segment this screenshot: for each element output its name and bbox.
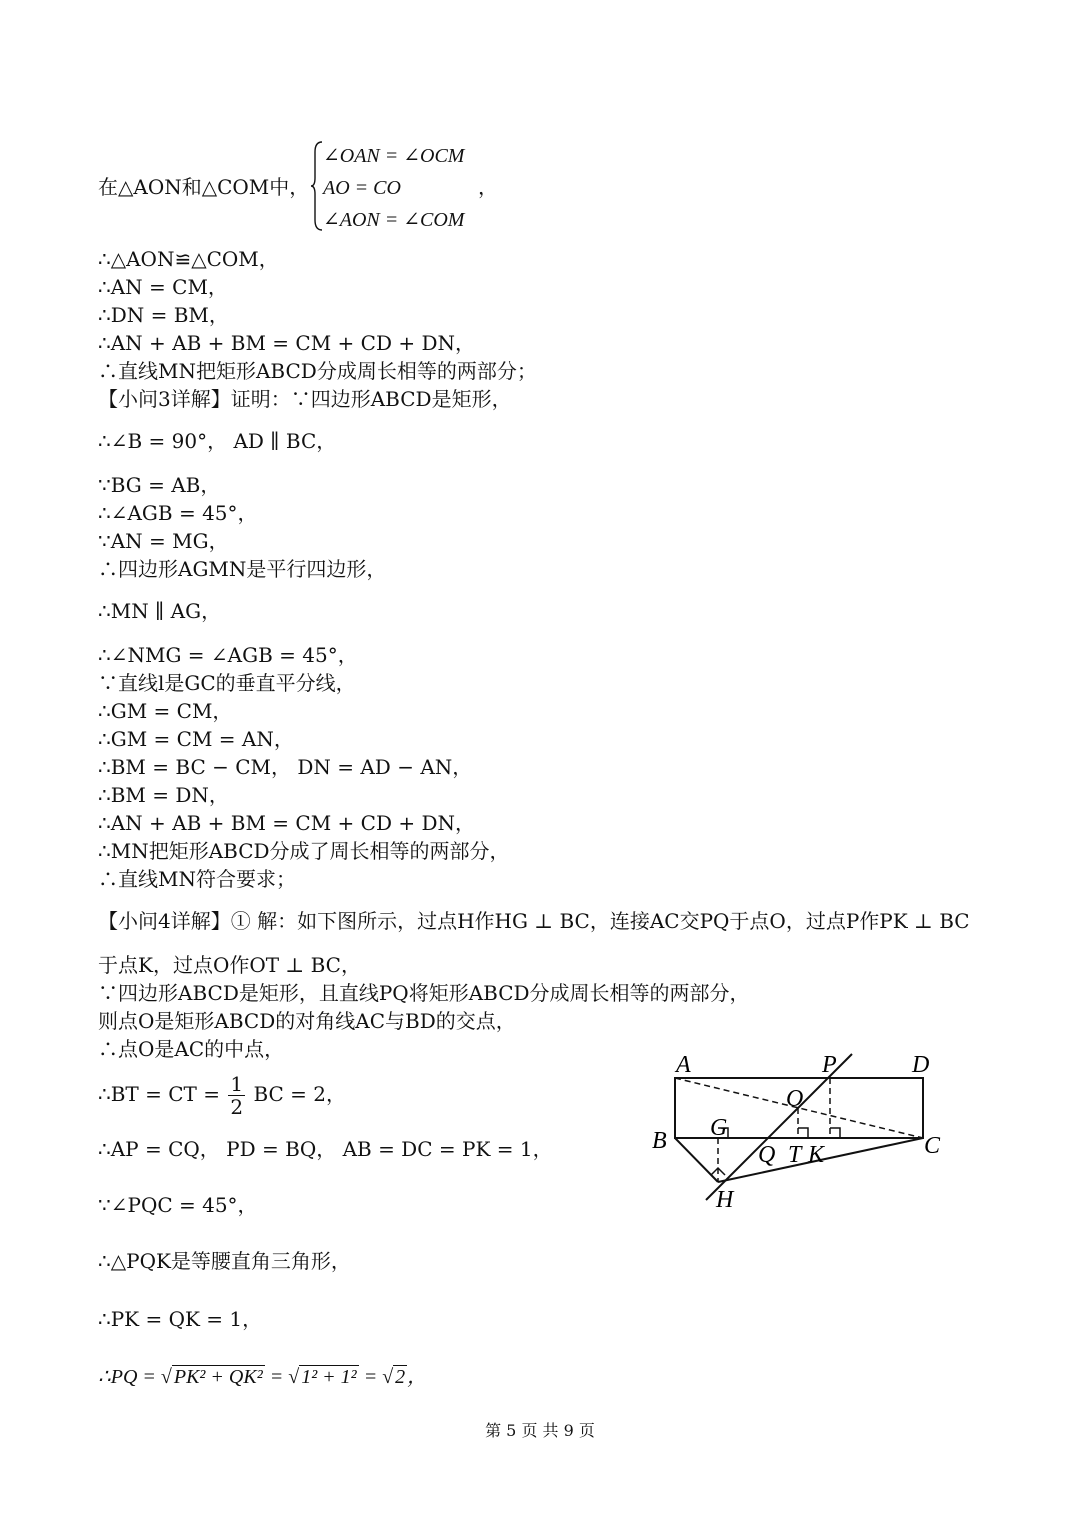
label-b: B bbox=[652, 1128, 667, 1154]
proof-line: ∴点O是AC的中点， bbox=[98, 1037, 285, 1061]
proof-line: ∵∠PQC = 45°， bbox=[98, 1193, 258, 1217]
pq-suffix: ， bbox=[407, 1366, 428, 1388]
proof-line: ∴GM = CM = AN， bbox=[98, 727, 294, 751]
proof-line: ∵AN = MG， bbox=[98, 529, 229, 553]
system-row-3: ∠AON = ∠COM bbox=[323, 209, 465, 231]
system-row-2: AO = CO bbox=[323, 177, 401, 199]
proof-line: ∴∠AGB = 45°， bbox=[98, 501, 258, 525]
proof-line: ∴AN = CM， bbox=[98, 275, 228, 299]
pq-prefix: ∴PQ = bbox=[98, 1366, 156, 1388]
proof-line: ∵四边形ABCD是矩形，且直线PQ将矩形ABCD分成周长相等的两部分， bbox=[98, 981, 750, 1005]
proof-line: ∴∠NMG = ∠AGB = 45°， bbox=[98, 643, 358, 667]
label-k: K bbox=[808, 1142, 825, 1168]
fraction bbox=[228, 1073, 245, 1118]
radical-icon: √ bbox=[160, 1366, 172, 1388]
right-angle-t bbox=[798, 1128, 808, 1138]
geometry-figure bbox=[640, 1040, 960, 1220]
label-q: Q bbox=[758, 1142, 776, 1168]
label-p: P bbox=[822, 1052, 837, 1078]
proof-line: 【小问3详解】证明：∵四边形ABCD是矩形， bbox=[98, 387, 512, 411]
label-a: A bbox=[676, 1052, 691, 1078]
system-comma: ， bbox=[478, 175, 498, 199]
proof-line: ∴四边形AGMN是平行四边形， bbox=[98, 557, 387, 581]
label-t: T bbox=[788, 1142, 802, 1168]
proof-line: ∴GM = CM， bbox=[98, 699, 233, 723]
pq-line bbox=[98, 1364, 427, 1390]
right-angle-k bbox=[830, 1128, 840, 1138]
label-c: C bbox=[924, 1133, 941, 1159]
proof-line: ∴AP = CQ， PD = BQ， AB = DC = PK = 1， bbox=[98, 1137, 553, 1161]
proof-line: ∴MN ∥ AG， bbox=[98, 599, 222, 623]
radicand-1: PK² + QK² bbox=[173, 1366, 263, 1388]
bt-line bbox=[98, 1072, 346, 1118]
proof-line: ∴AN + AB + BM = CM + CD + DN， bbox=[98, 811, 476, 835]
radical-icon: √ bbox=[382, 1366, 394, 1388]
pq-eq-1: = bbox=[269, 1366, 284, 1388]
proof-line: 【小问4详解】① 解：如下图所示，过点H作HG ⊥ BC，连接AC交PQ于点O，过点P作PK ⊥ BC bbox=[98, 909, 970, 933]
radical-icon: √ bbox=[288, 1366, 300, 1388]
proof-line: ∴直线MN把矩形ABCD分成周长相等的两部分； bbox=[98, 359, 537, 383]
proof-line: ∴DN = BM， bbox=[98, 303, 229, 327]
radicand-2: 1² + 1² bbox=[301, 1366, 357, 1388]
system-row-1: ∠OAN = ∠OCM bbox=[323, 145, 465, 167]
system-intro: 在△AON和△COM中， bbox=[98, 175, 310, 199]
label-d: D bbox=[912, 1052, 930, 1078]
proof-line: ∵BG = AB， bbox=[98, 473, 221, 497]
bt-suffix: BC = 2， bbox=[253, 1082, 347, 1106]
radicand-3: 2 bbox=[395, 1366, 406, 1388]
label-h: H bbox=[716, 1187, 734, 1213]
label-g: G bbox=[710, 1115, 728, 1141]
proof-line: 于点K，过点O作OT ⊥ BC， bbox=[98, 953, 361, 977]
proof-line: ∴AN + AB + BM = CM + CD + DN， bbox=[98, 331, 476, 355]
bt-prefix: ∴BT = CT = bbox=[98, 1082, 220, 1106]
fraction-denominator: 2 bbox=[230, 1095, 244, 1119]
label-o: O bbox=[786, 1086, 804, 1112]
equation-system bbox=[323, 140, 464, 236]
page-footer: 第 5 页 共 9 页 bbox=[485, 1421, 595, 1440]
proof-line: ∴∠B = 90°， AD ∥ BC， bbox=[98, 429, 337, 453]
brace-icon bbox=[311, 140, 323, 232]
proof-line: ∴MN把矩形ABCD分成了周长相等的两部分， bbox=[98, 839, 510, 863]
proof-line: ∴PK = QK = 1， bbox=[98, 1307, 263, 1331]
proof-line: ∵直线l是GC的垂直平分线， bbox=[98, 671, 356, 695]
fraction-numerator: 1 bbox=[230, 1072, 244, 1096]
pq-eq-2: = bbox=[363, 1366, 378, 1388]
proof-line: 则点O是矩形ABCD的对角线AC与BD的交点， bbox=[98, 1009, 516, 1033]
proof-line: ∴△PQK是等腰直角三角形， bbox=[98, 1249, 351, 1273]
proof-line: ∴BM = BC − CM， DN = AD − AN， bbox=[98, 755, 473, 779]
proof-line: ∴直线MN符合要求； bbox=[98, 867, 296, 891]
proof-line: ∴△AON≌△COM， bbox=[98, 247, 279, 271]
proof-line: ∴BM = DN， bbox=[98, 783, 229, 807]
